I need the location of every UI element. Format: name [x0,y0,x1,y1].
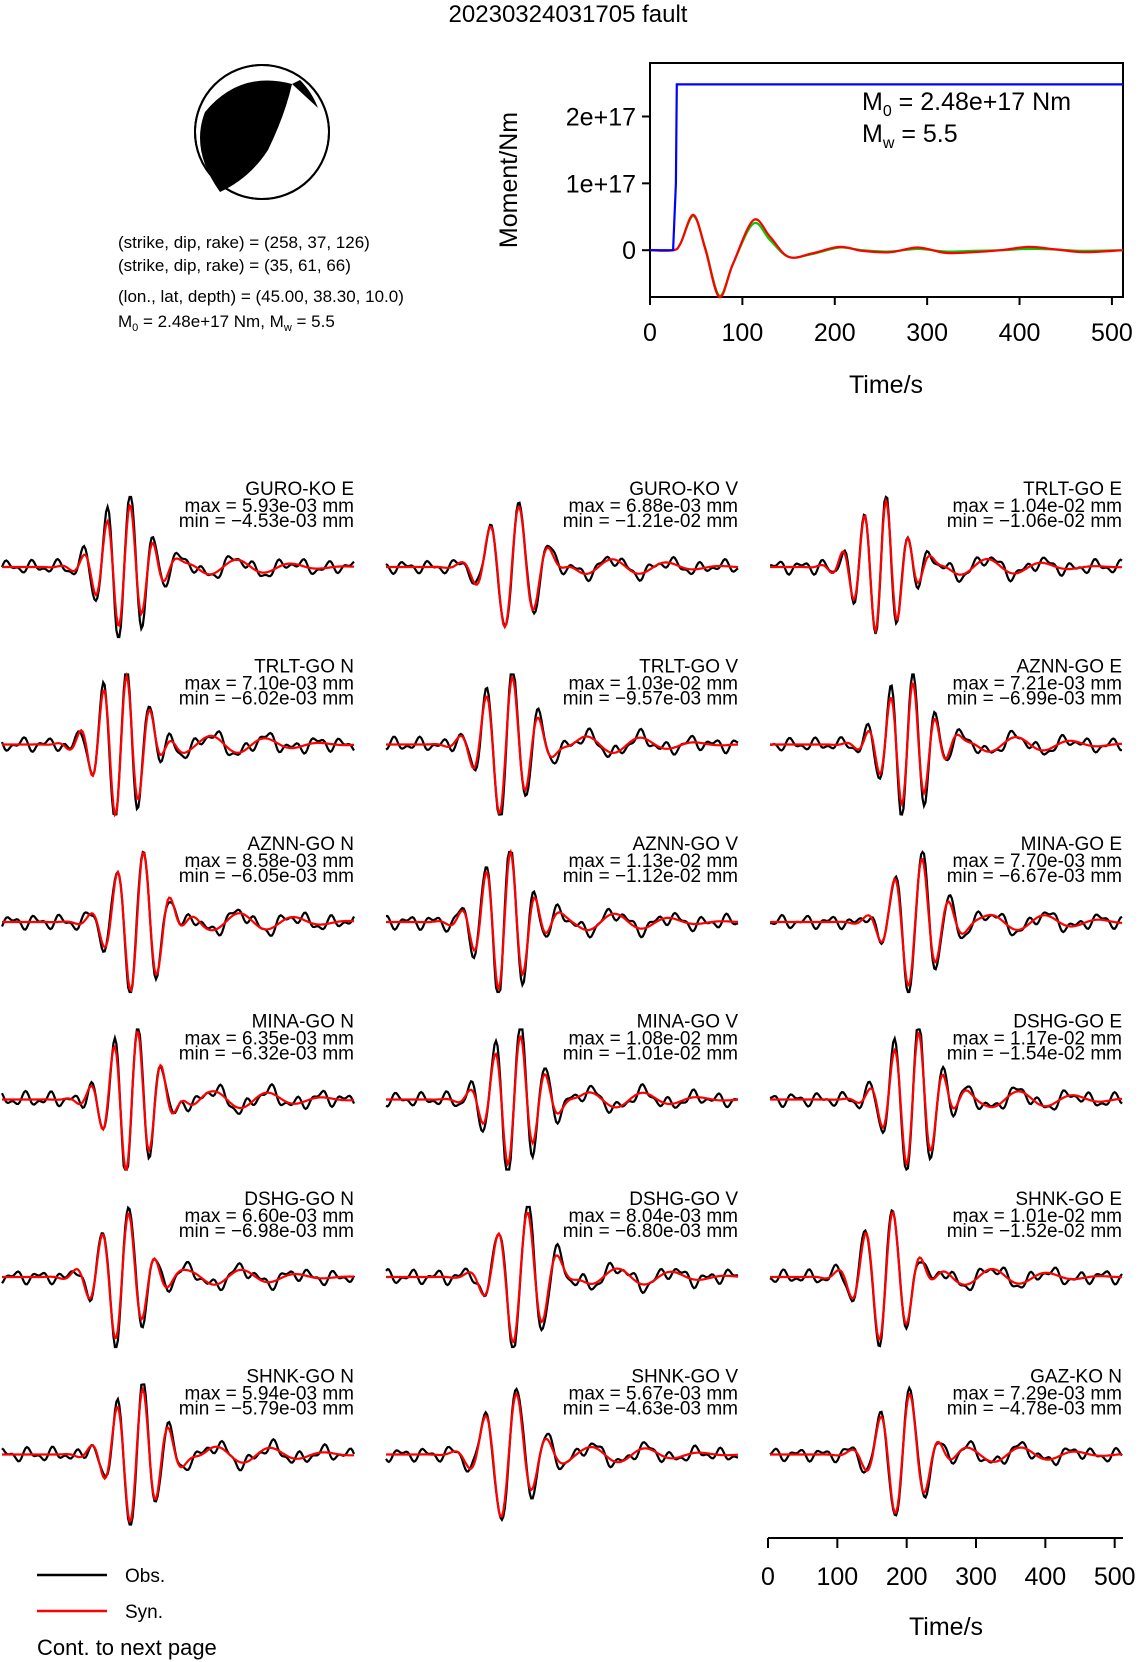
trace-max-label: max = 7.29e-03 mm [952,1383,1122,1405]
trace-min-label: min = −1.06e-02 mm [946,511,1122,532]
trace-min-label: min = −4.78e-03 mm [946,1398,1122,1420]
mechanism-plane-1: (strike, dip, rake) = (258, 37, 126) [118,233,370,252]
trace-min-label: min = −6.80e-03 mm [562,1221,738,1242]
moment-y-ticks [566,103,650,265]
trace-station-label: TRLT-GO E [1023,479,1122,500]
mechanism-moment: $M_0 = 2.48e+17$ Nm, $M_w = 5.5$ [118,312,335,334]
trace-panel [386,479,738,627]
trace-min-label: min = −6.98e-03 mm [178,1221,354,1242]
trace-max-label: max = 1.13e-02 mm [568,851,738,872]
trace-max-label: max = 6.60e-03 mm [184,1206,354,1227]
trace-min-label: min = −1.12e-02 mm [562,866,738,887]
trace-panel [2,834,354,992]
moment-y-tick-label: 0 [622,237,636,266]
moment-m0-annotation: $M_0 = 2.48e+17$ Nm [862,88,1072,120]
trace-station-label: TRLT-GO V [639,656,738,678]
trace-min-label: min = −6.99e-03 mm [946,688,1122,710]
trace-panel [386,1012,738,1170]
moment-x-ticks [643,297,1133,347]
moment-rate-obs-line [650,216,1123,296]
trace-panel [2,479,354,637]
trace-station-label: DSHG-GO E [1013,1011,1122,1033]
moment-rate-plot [495,63,1133,399]
moment-x-tick-label: 100 [721,319,764,347]
trace-panel [770,1189,1122,1346]
trace-panel [2,1189,354,1347]
trace-max-label: max = 6.35e-03 mm [184,1028,354,1050]
trace-min-label: min = −6.32e-03 mm [178,1043,354,1065]
waveform-x-tick-label: 200 [885,1563,928,1591]
trace-max-label: max = 7.10e-03 mm [184,673,354,695]
footer-note: Cont. to next page [37,1635,217,1660]
trace-station-label: AZNN-GO E [1016,656,1122,678]
moment-rate-syn-line [650,215,1123,297]
trace-panel [2,1367,354,1525]
moment-mw-annotation: $M_w = 5.5$ [862,120,958,152]
moment-x-tick-label: 300 [906,319,949,347]
waveform-time-axis [761,1538,1135,1641]
trace-panel [770,1367,1122,1516]
trace-max-label: max = 1.01e-02 mm [952,1206,1122,1227]
moment-x-tick-label: 200 [813,319,856,347]
mechanism-location: (lon., lat, depth) = (45.00, 38.30, 10.0) [118,287,404,306]
waveform-x-tick-label: 500 [1093,1563,1136,1591]
trace-station-label: MINA-GO E [1020,834,1122,855]
moment-y-label: Moment/Nm [495,111,523,249]
moment-x-tick-label: 500 [1091,319,1133,347]
trace-min-label: min = −1.21e-02 mm [562,511,738,532]
moment-x-label: Time/s [848,371,924,399]
mechanism-info [118,233,404,334]
trace-max-label: max = 1.08e-02 mm [568,1028,738,1050]
waveform-x-tick-label: 0 [761,1563,775,1591]
trace-max-label: max = 7.21e-03 mm [952,673,1122,695]
trace-station-label: DSHG-GO V [629,1189,738,1210]
trace-station-label: TRLT-GO N [254,656,354,678]
trace-min-label: min = −5.79e-03 mm [178,1398,354,1420]
trace-min-label: min = −4.53e-03 mm [178,511,354,532]
trace-max-label: max = 6.88e-03 mm [568,496,738,517]
trace-panel [386,1367,738,1520]
trace-station-label: MINA-GO V [636,1011,738,1033]
trace-panel [770,834,1122,992]
trace-station-label: GAZ-KO N [1030,1366,1122,1388]
trace-min-label: min = −6.67e-03 mm [946,866,1122,887]
trace-station-label: GURO-KO V [629,479,738,500]
waveform-x-tick-label: 300 [955,1563,997,1591]
trace-panel [386,657,738,815]
waveform-grid [2,479,1122,1525]
trace-max-label: max = 1.04e-02 mm [952,496,1122,517]
trace-min-label: min = −6.05e-03 mm [178,866,354,887]
trace-panel [770,479,1122,634]
trace-panel [2,1012,354,1170]
trace-station-label: SHNK-GO N [246,1366,354,1388]
trace-max-label: max = 5.93e-03 mm [184,496,354,517]
moment-y-tick-label: 2e+17 [565,103,636,132]
waveform-x-label: Time/s [908,1613,984,1641]
trace-panel [770,1012,1122,1170]
moment-x-tick-label: 0 [643,319,657,347]
trace-max-label: max = 7.70e-03 mm [952,851,1122,872]
trace-max-label: max = 1.03e-02 mm [568,673,738,695]
trace-station-label: SHNK-GO V [631,1366,738,1388]
trace-station-label: AZNN-GO V [632,834,738,855]
trace-station-label: DSHG-GO N [244,1189,354,1210]
waveform-x-tick-label: 100 [816,1563,859,1591]
trace-panel [386,834,738,992]
legend-label: Obs. [125,1566,166,1587]
trace-min-label: min = −4.63e-03 mm [562,1398,738,1420]
trace-min-label: min = −1.54e-02 mm [946,1043,1122,1065]
trace-min-label: min = −9.57e-03 mm [562,688,738,710]
trace-min-label: min = −6.02e-03 mm [178,688,354,710]
trace-station-label: SHNK-GO E [1015,1189,1122,1210]
trace-max-label: max = 5.94e-03 mm [184,1383,354,1405]
waveform-x-tick-label: 400 [1024,1563,1067,1591]
trace-panel [386,1189,738,1347]
mechanism-plane-2: (strike, dip, rake) = (35, 61, 66) [118,256,351,275]
trace-station-label: GURO-KO E [245,479,354,500]
trace-min-label: min = −1.52e-02 mm [946,1221,1122,1242]
trace-max-label: max = 1.17e-02 mm [952,1028,1122,1050]
trace-panel [2,657,354,815]
moment-y-tick-label: 1e+17 [565,170,636,199]
trace-max-label: max = 8.58e-03 mm [184,851,354,872]
trace-max-label: max = 5.67e-03 mm [568,1383,738,1405]
legend [37,1566,165,1623]
figure-title: 20230324031705 fault [448,1,688,28]
legend-label: Syn. [125,1602,164,1623]
trace-station-label: MINA-GO N [251,1011,354,1033]
trace-min-label: min = −1.01e-02 mm [562,1043,738,1065]
beachball-icon [195,65,329,199]
moment-x-tick-label: 400 [998,319,1041,347]
trace-panel [770,657,1122,815]
trace-station-label: AZNN-GO N [247,834,354,855]
trace-max-label: max = 8.04e-03 mm [568,1206,738,1227]
